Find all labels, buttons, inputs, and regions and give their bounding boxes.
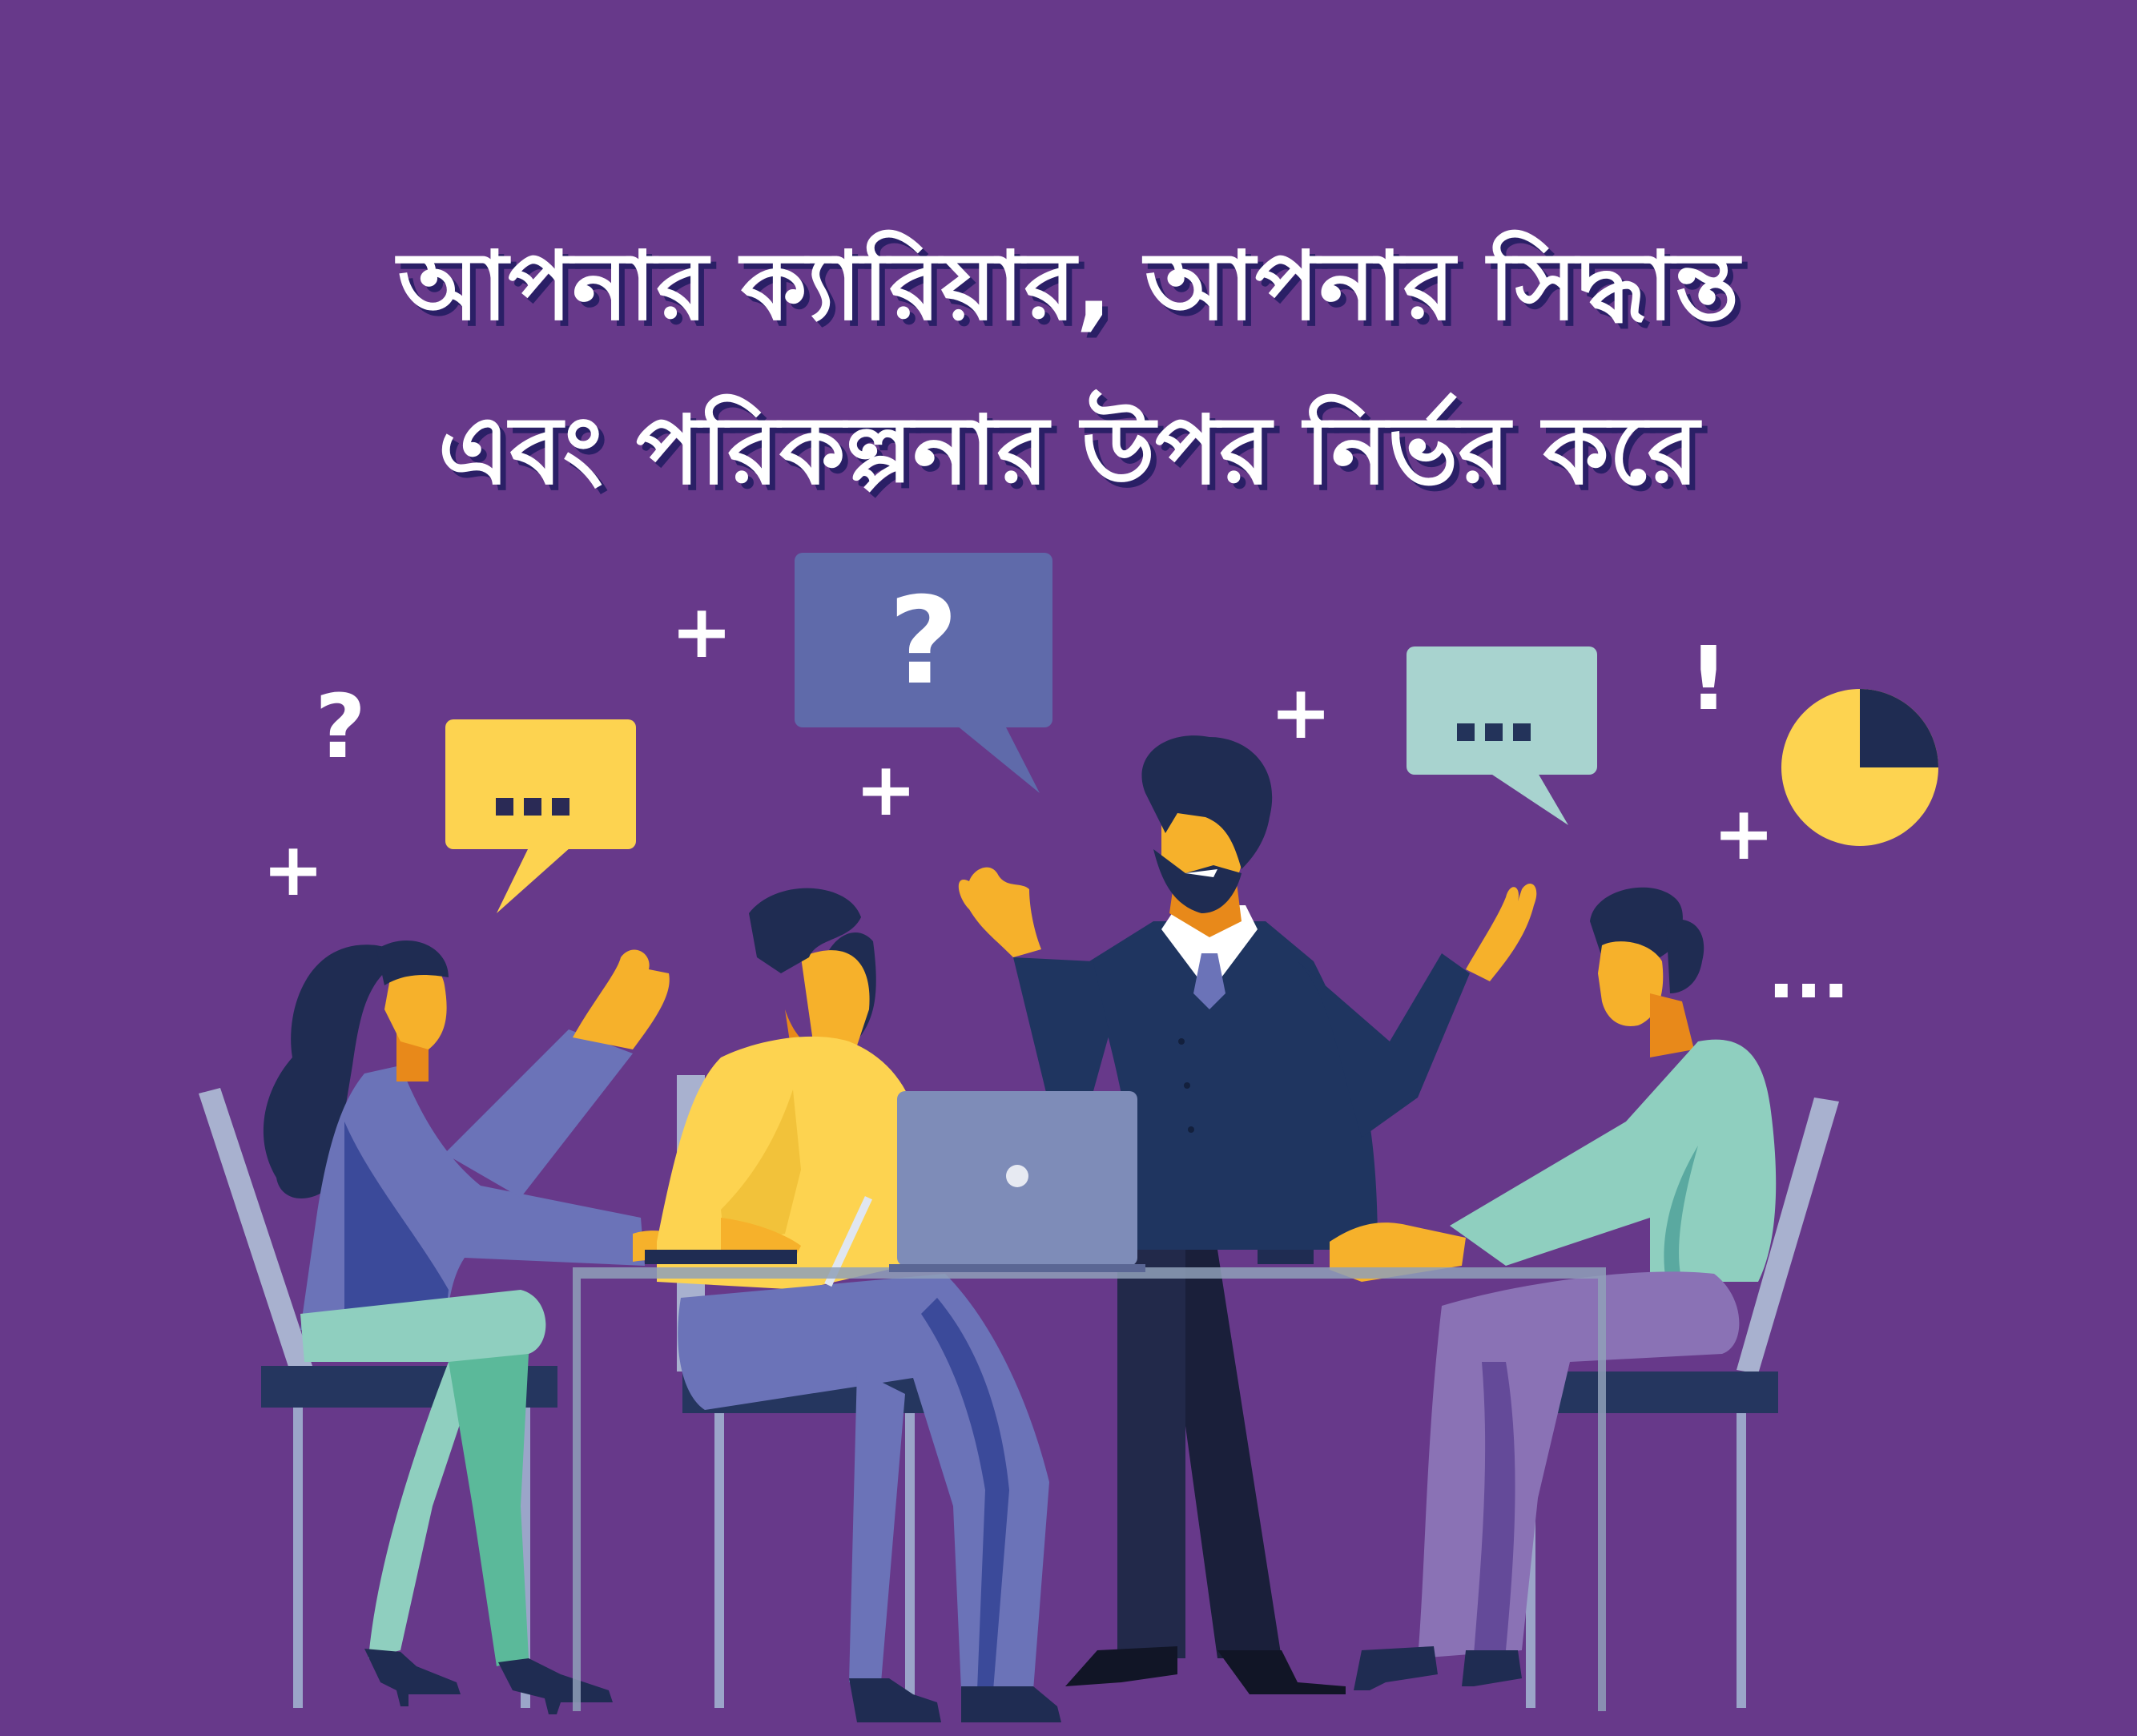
pie-chart-icon [1781,689,1938,846]
woman-figure [264,941,721,1714]
plus-icon: + [262,827,324,912]
headline-line-2: এবং পরিকল্পনার উপর নির্ভর করে [437,395,1700,505]
question-speech-bubble [795,553,1052,793]
exclamation-icon: ! [1688,627,1729,730]
plus-icon: + [1270,670,1332,755]
question-mark-icon: ? [315,675,366,778]
question-mark-icon: ? [888,572,959,711]
plus-icon: + [1712,791,1775,876]
ellipsis-icon: ... [1767,931,1850,1015]
laptop-icon [889,1091,1145,1272]
mint-speech-bubble [1407,646,1597,825]
plus-icon: + [855,747,917,832]
man-mint-shirt-figure [1330,888,1776,1690]
pie-slice [1860,689,1938,767]
plus-icon: + [670,589,733,675]
headline-line-1: আপনার ক্যারিয়ার, আপনার সিদ্ধান্ত [397,231,1740,341]
yellow-speech-bubble [445,719,636,913]
